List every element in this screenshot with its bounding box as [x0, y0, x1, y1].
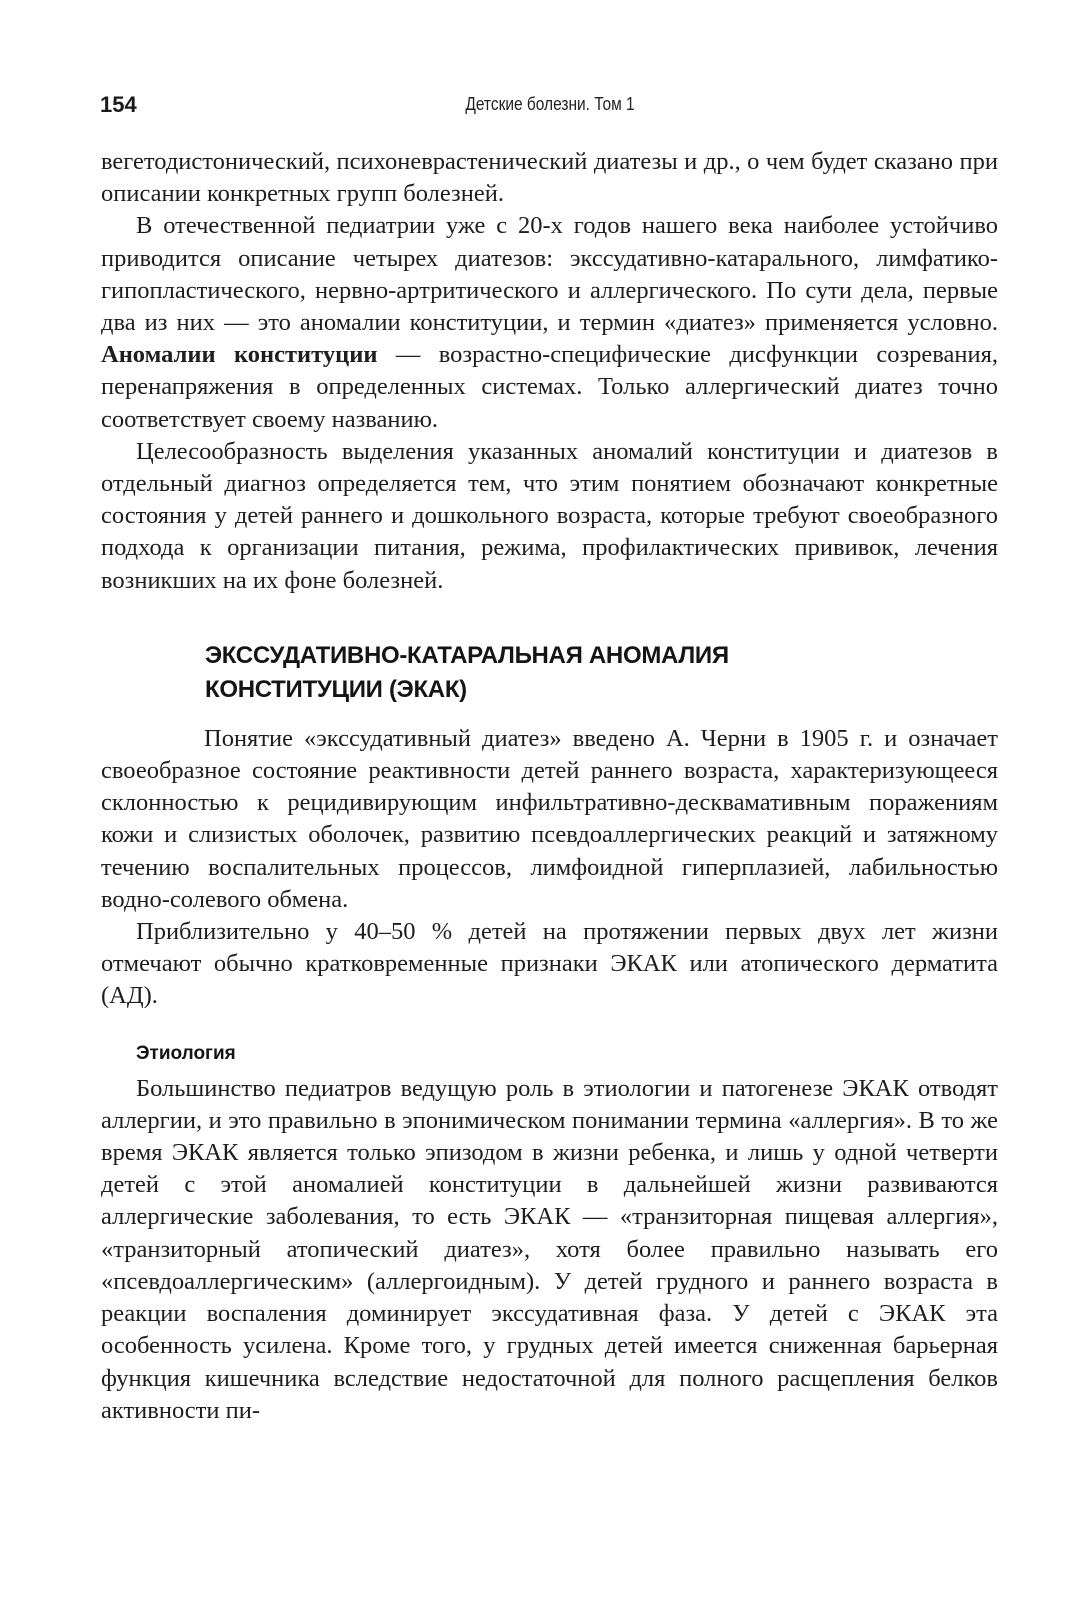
term-constitution-anomalies: Аномалии конституции	[101, 341, 378, 369]
paragraph-diatheses-definition: — возрастно-специфические дисфункции созревания, перенапряжения в определенных системах. Только аллергический диатез точно соответствует своему названию.	[101, 341, 999, 433]
section-heading-line1: ЭКССУДАТИВНО-КАТАРАЛЬНАЯ АНОМАЛИЯ	[205, 641, 729, 669]
section-heading-line2: КОНСТИТУЦИИ (ЭКАК)	[205, 675, 467, 703]
page-header	[100, 92, 1000, 126]
running-title: Детские болезни. Том 1	[465, 94, 635, 114]
paragraph-expediency: Целесообразность выделения указанных аномалий конституции и диатезов в отдельный диагноз определяется тем, что этим понятием обозначают конкретные состояния у детей раннего и дошкольного возраста, которые требуют своеобразного подхода к организации питания, режима, профилактических прививок, лечения возникших на их фоне болезней.	[101, 437, 998, 594]
subsection-heading: Этиология	[136, 1042, 236, 1064]
paragraph-diatheses	[101, 210, 998, 435]
page-number: 154	[100, 92, 137, 117]
page-body	[101, 146, 998, 1427]
paragraph-diatheses-text: В отечественной педиатрии уже с 20-х годов нашего века наиболее устойчиво приводится описание четырех диатезов: экссудативно-катарального, лимфатико-гипопластического, нервно-артритического и аллергического. По сути дела, первые два из них — это аномалии конституции, и термин «диатез» применяется условно.	[101, 212, 998, 337]
paragraph-definition: Понятие «экссудативный диатез» введено А. Черни в 1905 г. и означает своеобразное состояние реактивности детей раннего возраста, характеризующееся склонностью к рецидивирующим инфильтративно-десквамативным поражениям кожи и слизистых оболочек, развитию псевдоаллергических реакций и затяжному течению воспалительных процессов, лимфоидной гиперплазией, лабильностью водно-солевого обмена.	[101, 724, 998, 913]
section-heading	[205, 639, 998, 707]
paragraph-continuation: вегетодистонический, психоневрастенический диатезы и др., о чем будет сказано при описании конкретных групп болезней.	[101, 148, 998, 208]
paragraph-prevalence: Приблизительно у 40–50 % детей на протяжении первых двух лет жизни отмечают обычно кратковременные признаки ЭКАК или атопического дерматита (АД).	[101, 918, 998, 1010]
paragraph-etiology: Большинство педиатров ведущую роль в этиологии и патогенезе ЭКАК отводят аллергии, и это правильно в эпонимическом понимании термина «аллергия». В то же время ЭКАК является только эпизодом в жизни ребенка, и лишь у одной четверти детей с этой аномалией конституции в дальнейшей жизни развиваются аллергические заболевания, то есть ЭКАК — «транзиторная пищевая аллергия», «транзиторный атопический диатез», хотя более правильно называть его «псевдоаллергическим» (аллергоидным). У детей грудного и раннего возраста в реакции воспаления доминирует экссудативная фаза. У детей с ЭКАК эта особенность усилена. Кроме того, у грудных детей имеется сниженная барьерная функция кишечника вследствие недостаточной для полного расщепления белков активности пи-	[101, 1074, 998, 1424]
